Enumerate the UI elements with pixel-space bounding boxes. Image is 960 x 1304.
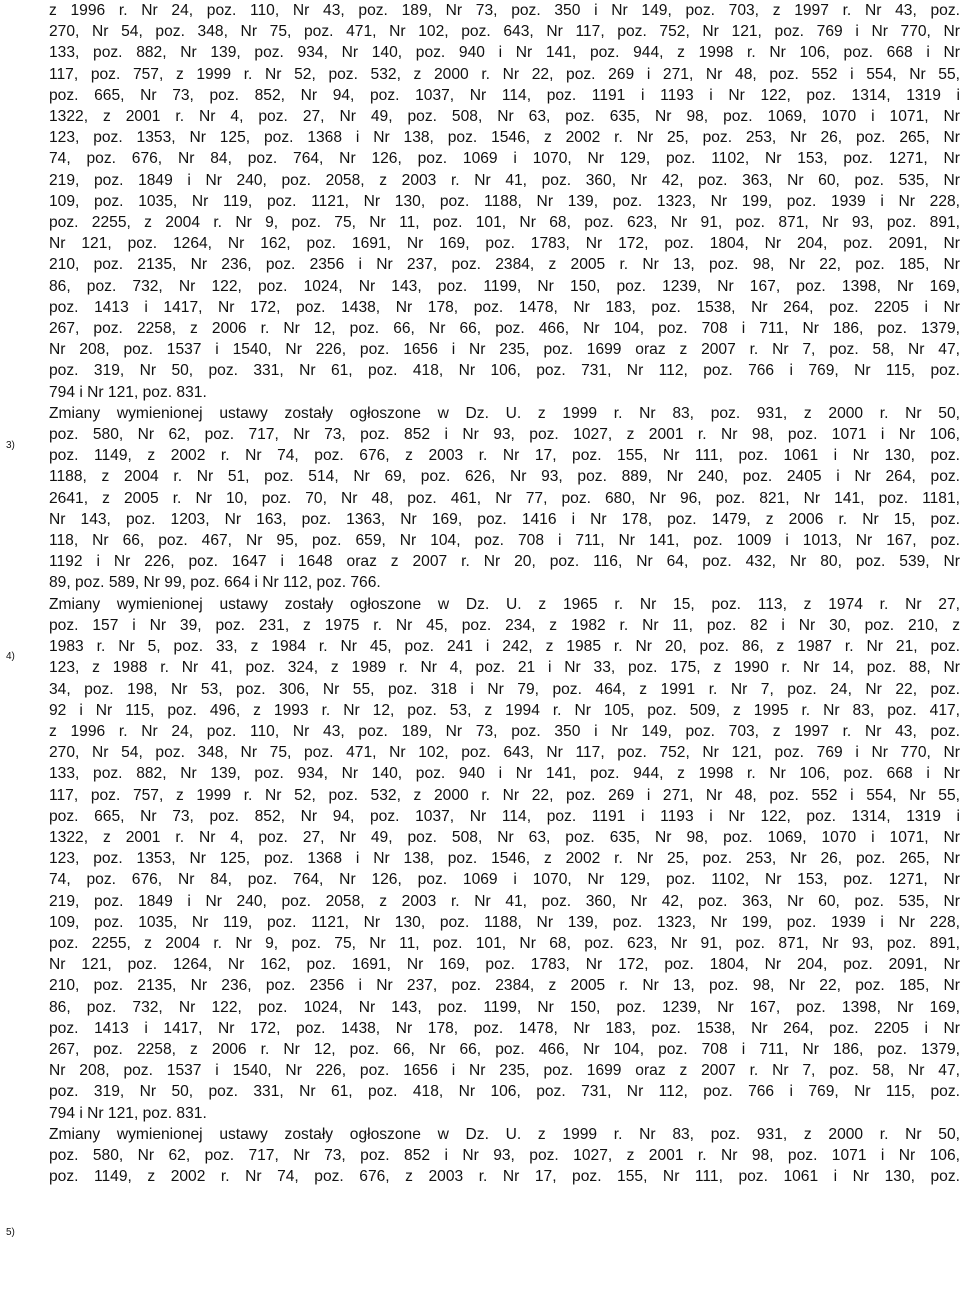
text-line: 1983 r. Nr 5, poz. 33, z 1984 r. Nr 45, poz. 241 i 242, z 1985 r. Nr 20, poz. 86, z 1987 r. Nr 21, poz. <box>49 638 960 656</box>
text-line: 117, poz. 757, z 1999 r. Nr 52, poz. 532, z 2000 r. Nr 22, poz. 269 i 271, Nr 48, poz. 552 i 554, Nr 55, <box>49 65 960 83</box>
text-line: 1188, z 2004 r. Nr 51, poz. 514, Nr 69, poz. 626, Nr 93, poz. 889, Nr 240, poz. 2405 i Nr 264, poz. <box>49 468 960 486</box>
text-line: 270, Nr 54, poz. 348, Nr 75, poz. 471, Nr 102, poz. 643, Nr 117, poz. 752, Nr 121, poz. 769 i Nr 770, Nr <box>49 744 960 762</box>
text-line: 109, poz. 1035, Nr 119, poz. 1121, Nr 130, poz. 1188, Nr 139, poz. 1323, Nr 199, poz. 1939 i Nr 228, <box>49 913 960 931</box>
text-line: poz. 157 i Nr 39, poz. 231, z 1975 r. Nr 45, poz. 234, z 1982 r. Nr 11, poz. 82 i Nr 30, poz. 210, z <box>49 616 960 634</box>
text-line: 794 i Nr 121, poz. 831. <box>49 383 207 401</box>
text-line: z 1996 r. Nr 24, poz. 110, Nr 43, poz. 189, Nr 73, poz. 350 i Nr 149, poz. 703, z 1997 r. Nr 43, poz. <box>49 722 960 740</box>
text-line: poz. 665, Nr 73, poz. 852, Nr 94, poz. 1037, Nr 114, poz. 1191 i 1193 i Nr 122, poz. 1314, 1319 i <box>49 807 960 825</box>
text-line: poz. 580, Nr 62, poz. 717, Nr 73, poz. 852 i Nr 93, poz. 1027, z 2001 r. Nr 98, poz. 1071 i Nr 106, <box>49 426 960 444</box>
text-line: poz. 665, Nr 73, poz. 852, Nr 94, poz. 1037, Nr 114, poz. 1191 i 1193 i Nr 122, poz. 1314, 1319 i <box>49 86 960 104</box>
text-line: 270, Nr 54, poz. 348, Nr 75, poz. 471, Nr 102, poz. 643, Nr 117, poz. 752, Nr 121, poz. 769 i Nr 770, Nr <box>49 23 960 41</box>
text-line: 117, poz. 757, z 1999 r. Nr 52, poz. 532, z 2000 r. Nr 22, poz. 269 i 271, Nr 48, poz. 552 i 554, Nr 55, <box>49 786 960 804</box>
text-line: Zmiany wymienionej ustawy zostały ogłoszone w Dz. U. z 1965 r. Nr 15, poz. 113, z 1974 r. Nr 27, <box>49 595 960 613</box>
footnote-marker-5: 5) <box>6 1227 15 1238</box>
text-line: z 1996 r. Nr 24, poz. 110, Nr 43, poz. 189, Nr 73, poz. 350 i Nr 149, poz. 703, z 1997 r. Nr 43, poz. <box>49 2 960 19</box>
text-line: 219, poz. 1849 i Nr 240, poz. 2058, z 2003 r. Nr 41, poz. 360, Nr 42, poz. 363, Nr 60, poz. 535, Nr <box>49 171 960 189</box>
text-line: 86, poz. 732, Nr 122, poz. 1024, Nr 143, poz. 1199, Nr 150, poz. 1239, Nr 167, poz. 1398, Nr 169, <box>49 277 960 295</box>
text-line: Nr 143, poz. 1203, Nr 163, poz. 1363, Nr 169, poz. 1416 i Nr 178, poz. 1479, z 2006 r. Nr 15, poz. <box>49 510 960 528</box>
text-line: 210, poz. 2135, Nr 236, poz. 2356 i Nr 237, poz. 2384, z 2005 r. Nr 13, poz. 98, Nr 22, poz. 185, Nr <box>49 977 960 995</box>
text-line: poz. 1149, z 2002 r. Nr 74, poz. 676, z 2003 r. Nr 17, poz. 155, Nr 111, poz. 1061 i Nr 130, poz. <box>49 447 960 465</box>
text-line: 109, poz. 1035, Nr 119, poz. 1121, Nr 130, poz. 1188, Nr 139, poz. 1323, Nr 199, poz. 1939 i Nr 228, <box>49 192 960 210</box>
text-line: Zmiany wymienionej ustawy zostały ogłoszone w Dz. U. z 1999 r. Nr 83, poz. 931, z 2000 r. Nr 50, <box>49 1125 960 1143</box>
text-line: 1322, z 2001 r. Nr 4, poz. 27, Nr 49, poz. 508, Nr 63, poz. 635, Nr 98, poz. 1069, 1070 i 1071, Nr <box>49 108 960 126</box>
text-line: poz. 580, Nr 62, poz. 717, Nr 73, poz. 852 i Nr 93, poz. 1027, z 2001 r. Nr 98, poz. 1071 i Nr 106, <box>49 1146 960 1164</box>
text-line: 74, poz. 676, Nr 84, poz. 764, Nr 126, poz. 1069 i 1070, Nr 129, poz. 1102, Nr 153, poz. 1271, Nr <box>49 150 960 168</box>
footnote-marker-4: 4) <box>6 651 15 662</box>
text-line: 123, poz. 1353, Nr 125, poz. 1368 i Nr 138, poz. 1546, z 2002 r. Nr 25, poz. 253, Nr 26, poz. 265, Nr <box>49 850 960 868</box>
text-line: Nr 121, poz. 1264, Nr 162, poz. 1691, Nr 169, poz. 1783, Nr 172, poz. 1804, Nr 204, poz. 2091, Nr <box>49 956 960 974</box>
text-line: 133, poz. 882, Nr 139, poz. 934, Nr 140, poz. 940 i Nr 141, poz. 944, z 1998 r. Nr 106, poz. 668 i Nr <box>49 44 960 62</box>
footnote-marker-3: 3) <box>6 440 15 451</box>
text-line: 133, poz. 882, Nr 139, poz. 934, Nr 140, poz. 940 i Nr 141, poz. 944, z 1998 r. Nr 106, poz. 668 i Nr <box>49 765 960 783</box>
text-line: poz. 2255, z 2004 r. Nr 9, poz. 75, Nr 11, poz. 101, Nr 68, poz. 623, Nr 91, poz. 871, Nr 93, poz. 891, <box>49 934 960 952</box>
text-line: poz. 1413 i 1417, Nr 172, poz. 1438, Nr 178, poz. 1478, Nr 183, poz. 1538, Nr 264, poz. 2205 i Nr <box>49 1019 960 1037</box>
text-line: 123, poz. 1353, Nr 125, poz. 1368 i Nr 138, poz. 1546, z 2002 r. Nr 25, poz. 253, Nr 26, poz. 265, Nr <box>49 129 960 147</box>
text-line: poz. 319, Nr 50, poz. 331, Nr 61, poz. 418, Nr 106, poz. 731, Nr 112, poz. 766 i 769, Nr 115, poz. <box>49 362 960 380</box>
text-line: 794 i Nr 121, poz. 831. <box>49 1104 207 1122</box>
text-line: 86, poz. 732, Nr 122, poz. 1024, Nr 143, poz. 1199, Nr 150, poz. 1239, Nr 167, poz. 1398, Nr 169, <box>49 998 960 1016</box>
text-line: Nr 121, poz. 1264, Nr 162, poz. 1691, Nr 169, poz. 1783, Nr 172, poz. 1804, Nr 204, poz. 2091, Nr <box>49 235 960 253</box>
text-line: 118, Nr 66, poz. 467, Nr 95, poz. 659, Nr 104, poz. 708 i 711, Nr 141, poz. 1009 i 1013, Nr 167, poz. <box>49 532 960 550</box>
text-line: 1192 i Nr 226, poz. 1647 i 1648 oraz z 2007 r. Nr 20, poz. 116, Nr 64, poz. 432, Nr 80, poz. 539, Nr <box>49 553 960 571</box>
text-line: Zmiany wymienionej ustawy zostały ogłoszone w Dz. U. z 1999 r. Nr 83, poz. 931, z 2000 r. Nr 50, <box>49 404 960 422</box>
text-line: Nr 208, poz. 1537 i 1540, Nr 226, poz. 1656 i Nr 235, poz. 1699 oraz z 2007 r. Nr 7, poz. 58, Nr 47, <box>49 1062 960 1080</box>
text-line: poz. 1413 i 1417, Nr 172, poz. 1438, Nr 178, poz. 1478, Nr 183, poz. 1538, Nr 264, poz. 2205 i Nr <box>49 298 960 316</box>
text-line: poz. 319, Nr 50, poz. 331, Nr 61, poz. 418, Nr 106, poz. 731, Nr 112, poz. 766 i 769, Nr 115, poz. <box>49 1083 960 1101</box>
text-line: 2641, z 2005 r. Nr 10, poz. 70, Nr 48, poz. 461, Nr 77, poz. 680, Nr 96, poz. 821, Nr 141, poz. 1181, <box>49 489 960 507</box>
text-line: 92 i Nr 115, poz. 496, z 1993 r. Nr 12, poz. 53, z 1994 r. Nr 105, poz. 509, z 1995 r. Nr 83, poz. 417, <box>49 701 960 719</box>
text-line: 210, poz. 2135, Nr 236, poz. 2356 i Nr 237, poz. 2384, z 2005 r. Nr 13, poz. 98, Nr 22, poz. 185, Nr <box>49 256 960 274</box>
text-line: 267, poz. 2258, z 2006 r. Nr 12, poz. 66, Nr 66, poz. 466, Nr 104, poz. 708 i 711, Nr 186, poz. 1379, <box>49 320 960 338</box>
text-line: Nr 208, poz. 1537 i 1540, Nr 226, poz. 1656 i Nr 235, poz. 1699 oraz z 2007 r. Nr 7, poz. 58, Nr 47, <box>49 341 960 359</box>
text-line: 219, poz. 1849 i Nr 240, poz. 2058, z 2003 r. Nr 41, poz. 360, Nr 42, poz. 363, Nr 60, poz. 535, Nr <box>49 892 960 910</box>
text-line: poz. 1149, z 2002 r. Nr 74, poz. 676, z 2003 r. Nr 17, poz. 155, Nr 111, poz. 1061 i Nr 130, poz. <box>49 1168 960 1186</box>
text-line: 89, poz. 589, Nr 99, poz. 664 i Nr 112, poz. 766. <box>49 574 381 592</box>
text-line: poz. 2255, z 2004 r. Nr 9, poz. 75, Nr 11, poz. 101, Nr 68, poz. 623, Nr 91, poz. 871, Nr 93, poz. 891, <box>49 214 960 232</box>
text-line: 74, poz. 676, Nr 84, poz. 764, Nr 126, poz. 1069 i 1070, Nr 129, poz. 1102, Nr 153, poz. 1271, Nr <box>49 871 960 889</box>
text-line: 267, poz. 2258, z 2006 r. Nr 12, poz. 66, Nr 66, poz. 466, Nr 104, poz. 708 i 711, Nr 186, poz. 1379, <box>49 1040 960 1058</box>
footnote-text-body <box>49 0 960 1187</box>
text-line: 34, poz. 198, Nr 53, poz. 306, Nr 55, poz. 318 i Nr 79, poz. 464, z 1991 r. Nr 7, poz. 24, Nr 22, poz. <box>49 680 960 698</box>
text-line: 1322, z 2001 r. Nr 4, poz. 27, Nr 49, poz. 508, Nr 63, poz. 635, Nr 98, poz. 1069, 1070 i 1071, Nr <box>49 828 960 846</box>
text-line: 123, z 1988 r. Nr 41, poz. 324, z 1989 r. Nr 4, poz. 21 i Nr 33, poz. 175, z 1990 r. Nr 14, poz. 88, Nr <box>49 659 960 677</box>
